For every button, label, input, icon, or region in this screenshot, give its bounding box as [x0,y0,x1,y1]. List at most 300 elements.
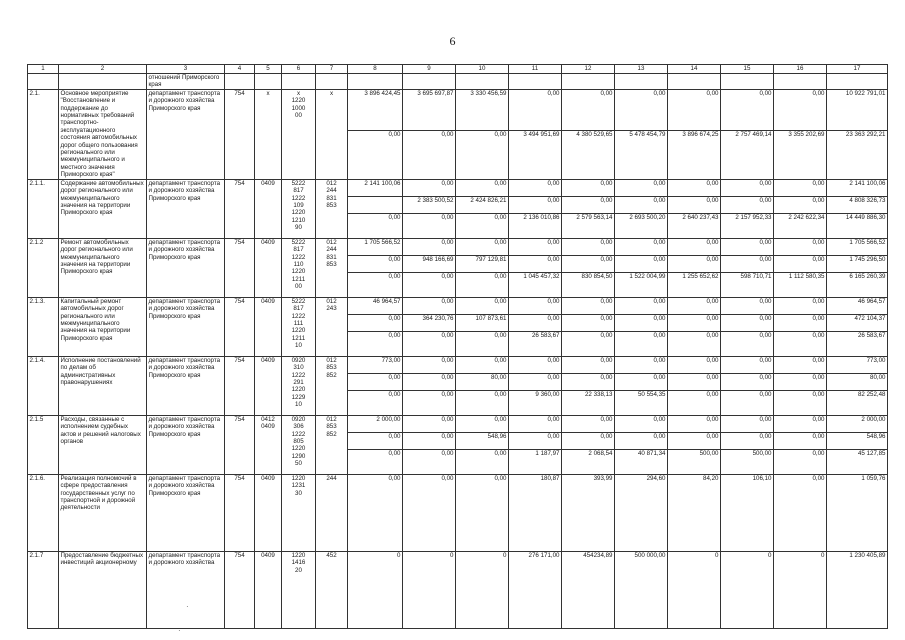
value-line: 0 [821,551,825,559]
value-line: 0,00 [456,272,508,297]
page-number: 6 [449,34,456,48]
value-cell [721,551,774,628]
value-cell [456,297,509,356]
value-cell [827,415,888,474]
value-line: 0,00 [653,179,666,187]
value-cell [615,551,668,628]
value-cell [774,297,827,356]
value-cell [403,356,456,415]
value-line: 22 338,13 [562,390,614,415]
value-cell [509,179,562,238]
value-line: 0,00 [706,238,719,246]
value-line: 1 230 405,89 [849,551,886,559]
value-line: 0,00 [348,314,402,331]
value-cell [403,238,456,297]
value-line: 0,00 [562,255,614,272]
chapter-code-cell: 754 [225,415,255,474]
value-line: 0,00 [348,432,402,449]
value-line: 0,00 [653,356,666,364]
value-line: 0,00 [600,179,613,187]
value-line: 1 255 652,62 [668,272,720,297]
value-cell [668,551,721,628]
value-line: 0,00 [600,415,613,423]
value-line: 2 000,00 [861,415,886,423]
col-header: 4 [225,65,255,74]
value-line: 0,00 [456,390,508,415]
value-line: 0,00 [600,356,613,364]
value-cell [827,238,888,297]
value-line: 3 896 424,45 [364,89,401,97]
value-line: 276 171,00 [528,551,560,559]
value-cell [827,356,888,415]
value-line: 26 583,67 [827,331,887,356]
value-line: 1 045 457,32 [509,272,561,297]
table-row [28,551,888,628]
value-line: 0,00 [721,373,773,390]
value-line: 2 640 237,43 [668,213,720,238]
value-cell [615,474,668,551]
value-line: 2 693 500,20 [615,213,667,238]
col-header: 12 [562,65,615,74]
value-line: 294,60 [646,474,666,482]
value-line: 500,00 [721,449,773,474]
value-line: 0,00 [653,415,666,423]
value-cell [774,551,827,628]
value-line: 0,00 [388,474,401,482]
col-header: 2 [59,65,147,74]
value-line: 1 745 296,50 [827,255,887,272]
agency-cell: департамент транспорта и дорожного хозяйства Приморского края [147,238,225,297]
col-header: 15 [721,65,774,74]
scan-speck: · [186,602,189,611]
row-name-cell: Капитальный ремонт автомобильных дорог регионального или межмуниципального значения на территории Приморского края [59,297,147,356]
row-name-cell: Содержание автомобильных дорог регионального или межмуниципального значения на территории Приморского края [59,179,147,238]
value-line: 0,00 [706,179,719,187]
value-cell [456,551,509,628]
value-cell [456,356,509,415]
value-line: 0,00 [812,356,825,364]
agency-cell: департамент транспорта и дорожного хозяйства Приморского края [147,89,225,179]
value-line: 46 964,57 [372,297,401,305]
col-header: 5 [255,65,282,74]
value-cell [721,179,774,238]
value-line: 0,00 [812,415,825,423]
value-cell [562,89,615,179]
value-cell [721,89,774,179]
value-line: 9 360,00 [509,390,561,415]
value-cell [562,415,615,474]
value-cell [615,415,668,474]
target-code-cell: 5222 817 1222 110 1220 1211 00 [282,238,316,297]
value-line: 0,00 [812,89,825,97]
value-line: 0,00 [774,314,826,331]
value-cell [348,238,403,297]
value-cell [721,238,774,297]
value-cell [348,474,403,551]
value-line: 0,00 [494,474,507,482]
value-line: 0,00 [774,449,826,474]
value-line: 0,00 [494,297,507,305]
value-line [348,196,402,213]
row-name-cell: Расходы, связанные с исполнением судебных актов и решений налоговых органов [59,415,147,474]
value-line: 0,00 [403,432,455,449]
value-line: 0,00 [759,238,772,246]
col-header: 14 [668,65,721,74]
expense-type-cell: 012 244 831 853 [316,238,348,297]
value-line: 0 [397,551,401,559]
value-line: 773,00 [866,356,886,364]
value-cell [456,415,509,474]
expense-type-cell: x [316,89,348,179]
value-line: 0,00 [706,89,719,97]
row-name-cell: Ремонт автомобильных дорог регионального или межмуниципального значения на территории Приморского края [59,238,147,297]
value-line: 0,00 [348,255,402,272]
value-cell [615,89,668,179]
value-line: 0,00 [348,373,402,390]
row-code-cell: 2.1.3. [28,297,59,356]
value-line: 107 873,61 [456,314,508,331]
value-cell [403,415,456,474]
agency-cell: департамент транспорта и дорожного хозяйства Приморского края [147,356,225,415]
expense-type-cell: 452 [316,551,348,628]
value-line: 3 330 456,59 [470,89,507,97]
table-row [28,297,888,356]
value-cell [774,415,827,474]
value-line: 1 059,76 [861,474,886,482]
value-line: 2 141 100,06 [364,179,401,187]
value-line: 0,00 [721,196,773,213]
section-code-cell: 0409 [255,474,282,551]
value-line: 0,00 [547,415,560,423]
target-code-cell: 0920 306 1222 805 1220 1290 50 [282,415,316,474]
value-line: 0,00 [403,449,455,474]
value-line: 106,10 [752,474,772,482]
value-line: 0,00 [509,373,561,390]
value-line: 548,96 [456,432,508,449]
value-line: 10 922 791,01 [845,89,886,97]
value-line: 0,00 [668,331,720,356]
value-line: 26 583,67 [509,331,561,356]
value-line: 0,00 [653,297,666,305]
value-cell [348,551,403,628]
value-line: 0 [503,551,507,559]
value-line: 393,99 [593,474,613,482]
value-line: 0,00 [759,89,772,97]
value-line: 2 157 952,33 [721,213,773,238]
value-line: 0,00 [759,297,772,305]
value-cell [509,238,562,297]
value-line: 500 000,00 [634,551,666,559]
value-cell [774,179,827,238]
agency-cell: департамент транспорта и дорожного хозяйства Приморского края [147,415,225,474]
col-header: 9 [403,65,456,74]
value-line: 0,00 [600,89,613,97]
value-line: 6 165 260,39 [827,272,887,297]
expense-type-cell: 244 [316,474,348,551]
row-code-cell: 2.1.5 [28,415,59,474]
value-cell [403,179,456,238]
value-line: 45 127,85 [827,449,887,474]
table-row [28,415,888,474]
value-line: 0,00 [668,196,720,213]
value-line: 0,00 [668,390,720,415]
agency-cell: департамент транспорта и дорожного хозяйства [147,551,225,628]
value-line: 1 705 566,52 [849,238,886,246]
agency-cell: департамент транспорта и дорожного хозяйства Приморского края [147,297,225,356]
value-line: 2 068,54 [562,449,614,474]
row-name-cell: Предоставление бюджетных инвестиций акционерному [59,551,147,628]
value-line: 50 554,35 [615,390,667,415]
value-line: 773,00 [381,356,401,364]
agency-cell: департамент транспорта и дорожного хозяйства Приморского края [147,474,225,551]
value-line: 454234,89 [583,551,613,559]
budget-table [27,64,888,629]
value-line: 1 522 004,99 [615,272,667,297]
value-line: 3 695 697,87 [417,89,454,97]
value-line: 2 757 469,14 [721,130,773,171]
value-line: 0,00 [494,179,507,187]
value-line: 0,00 [456,213,508,238]
value-line: 0,00 [403,272,455,297]
value-cell [668,356,721,415]
value-line: 0,00 [774,390,826,415]
row-name-cell: Исполнение постановлений по делам об административных правонарушениях [59,356,147,415]
value-line: 0 [768,551,772,559]
row-code-cell: 2.1.7 [28,551,59,628]
value-line: 0,00 [615,196,667,213]
value-line: 1 112 580,35 [774,272,826,297]
value-line: 0,00 [509,196,561,213]
value-line: 0,00 [348,331,402,356]
value-cell [562,297,615,356]
value-line: 0,00 [600,238,613,246]
target-code-cell: 5222 817 1222 111 1220 1211 10 [282,297,316,356]
value-line: 830 854,50 [562,272,614,297]
value-line: 0,00 [403,331,455,356]
value-cell [774,474,827,551]
target-code-cell: 0920 310 1222 291 1220 1229 10 [282,356,316,415]
value-line: 0,00 [509,314,561,331]
value-cell [615,179,668,238]
value-line: 0,00 [774,373,826,390]
value-line: 0,00 [547,238,560,246]
value-line: 180,87 [540,474,560,482]
expense-type-cell: 012 853 852 [316,356,348,415]
value-line: 2 383 500,52 [403,196,455,213]
table-row [28,474,888,551]
value-cell [509,89,562,179]
value-line: 1 187,97 [509,449,561,474]
value-line: 0,00 [615,255,667,272]
col-header: 3 [147,65,225,74]
value-line: 0,00 [774,255,826,272]
value-line: 0,00 [562,373,614,390]
value-line: 0,00 [547,356,560,364]
value-line: 472 104,37 [827,314,887,331]
value-line: 0,00 [348,272,402,297]
value-line: 84,20 [703,474,719,482]
value-cell [827,474,888,551]
value-line: 2 141 100,06 [849,179,886,187]
value-line: 0,00 [509,432,561,449]
value-cell [509,356,562,415]
value-line: 0,00 [774,331,826,356]
value-line: 0,00 [812,238,825,246]
value-cell [562,179,615,238]
value-line: 0,00 [348,130,402,171]
value-line: 0,00 [759,356,772,364]
value-cell [348,415,403,474]
value-line: 0,00 [615,373,667,390]
section-code-cell: 0409 [255,238,282,297]
row-name-cell: Основное мероприятие "Восстановление и поддержание до нормативных требований транспортно-эксплуатационного состояния автомобильных дорог общего пользования регионального или межмуниципального и местного значения Приморского края" [59,89,147,179]
value-line: 0,00 [706,356,719,364]
section-code-cell: x [255,89,282,179]
value-line: 0,00 [759,415,772,423]
value-cell [721,415,774,474]
value-cell [668,179,721,238]
value-line: 0,00 [562,432,614,449]
value-cell [615,297,668,356]
target-code-cell: 5222 817 1222 109 1220 1210 90 [282,179,316,238]
table-row [28,89,888,179]
value-cell [721,297,774,356]
value-line: 500,00 [668,449,720,474]
value-line: 0,00 [456,130,508,171]
value-line: 0,00 [547,89,560,97]
table-row [28,179,888,238]
section-code-cell: 0409 [255,179,282,238]
col-header: 16 [774,65,827,74]
value-line: 0,00 [759,179,772,187]
value-line: 0,00 [403,130,455,171]
value-line: 3 355 202,69 [774,130,826,171]
value-line: 0,00 [774,432,826,449]
lead-row [28,74,888,90]
value-cell [509,415,562,474]
value-line: 0,00 [456,449,508,474]
value-cell [615,356,668,415]
value-cell [348,89,403,179]
value-line: 80,00 [827,373,887,390]
value-cell [403,551,456,628]
value-line: 2 136 010,86 [509,213,561,238]
expense-type-cell: 012 244 831 853 [316,179,348,238]
value-line: 2 424 826,21 [456,196,508,213]
col-header: 7 [316,65,348,74]
value-cell [668,297,721,356]
value-line: 3 896 674,25 [668,130,720,171]
col-header: 10 [456,65,509,74]
value-line: 0,00 [653,238,666,246]
value-line: 0,00 [812,297,825,305]
value-cell [721,474,774,551]
section-code-cell: 0409 [255,297,282,356]
value-cell [348,356,403,415]
value-cell [615,238,668,297]
value-line: 1 705 566,52 [364,238,401,246]
value-line: 4 380 529,65 [562,130,614,171]
value-line: 0,00 [600,297,613,305]
value-cell [774,89,827,179]
value-line: 0,00 [774,196,826,213]
value-cell [562,551,615,628]
value-cell [774,238,827,297]
chapter-code-cell: 754 [225,238,255,297]
value-cell [774,356,827,415]
value-line: 0,00 [348,390,402,415]
col-header: 17 [827,65,888,74]
value-cell [721,356,774,415]
value-line: 0,00 [706,297,719,305]
value-line: 14 449 886,30 [827,213,887,238]
value-line: 0,00 [441,297,454,305]
value-line: 0,00 [403,390,455,415]
value-cell [348,179,403,238]
value-line: 0,00 [441,356,454,364]
value-cell [509,551,562,628]
value-line: 2 579 563,14 [562,213,614,238]
table-row [28,238,888,297]
value-line: 0,00 [721,432,773,449]
value-line: 0,00 [653,89,666,97]
value-line: 0,00 [441,238,454,246]
value-line: 4 808 326,73 [827,196,887,213]
agency-cell: департамент транспорта и дорожного хозяйства Приморского края [147,179,225,238]
expense-type-cell: 012 853 852 [316,415,348,474]
section-code-cell: 0409 [255,551,282,628]
header-row [28,65,888,74]
value-line: 0 [450,551,454,559]
chapter-code-cell: 754 [225,297,255,356]
section-code-cell: 0412 0409 [255,415,282,474]
col-header: 1 [28,65,59,74]
value-line: 82 252,48 [827,390,887,415]
expense-type-cell: 012 243 [316,297,348,356]
value-cell [562,356,615,415]
value-cell [403,297,456,356]
value-line: 0,00 [721,314,773,331]
row-code-cell: 2.1.6. [28,474,59,551]
value-line: 46 964,57 [857,297,886,305]
value-line: 0,00 [668,314,720,331]
value-cell [827,551,888,628]
value-line: 0,00 [562,331,614,356]
chapter-code-cell: 754 [225,89,255,179]
value-line: 0,00 [348,213,402,238]
target-code-cell: x 1220 1000 00 [282,89,316,179]
value-cell [827,89,888,179]
chapter-code-cell: 754 [225,356,255,415]
value-cell [668,238,721,297]
value-line: 0,00 [494,415,507,423]
value-line: 0,00 [562,314,614,331]
col-header: 11 [509,65,562,74]
value-line: 0,00 [668,373,720,390]
value-line: 0,00 [812,474,825,482]
value-line: 80,00 [456,373,508,390]
value-cell [403,89,456,179]
value-line: 0,00 [403,373,455,390]
value-line: 23 363 292,21 [827,130,887,171]
col-header: 6 [282,65,316,74]
value-cell [456,179,509,238]
row-code-cell: 2.1. [28,89,59,179]
value-cell [348,297,403,356]
value-cell [456,474,509,551]
value-cell [668,474,721,551]
target-code-cell: 1220 1416 20 [282,551,316,628]
